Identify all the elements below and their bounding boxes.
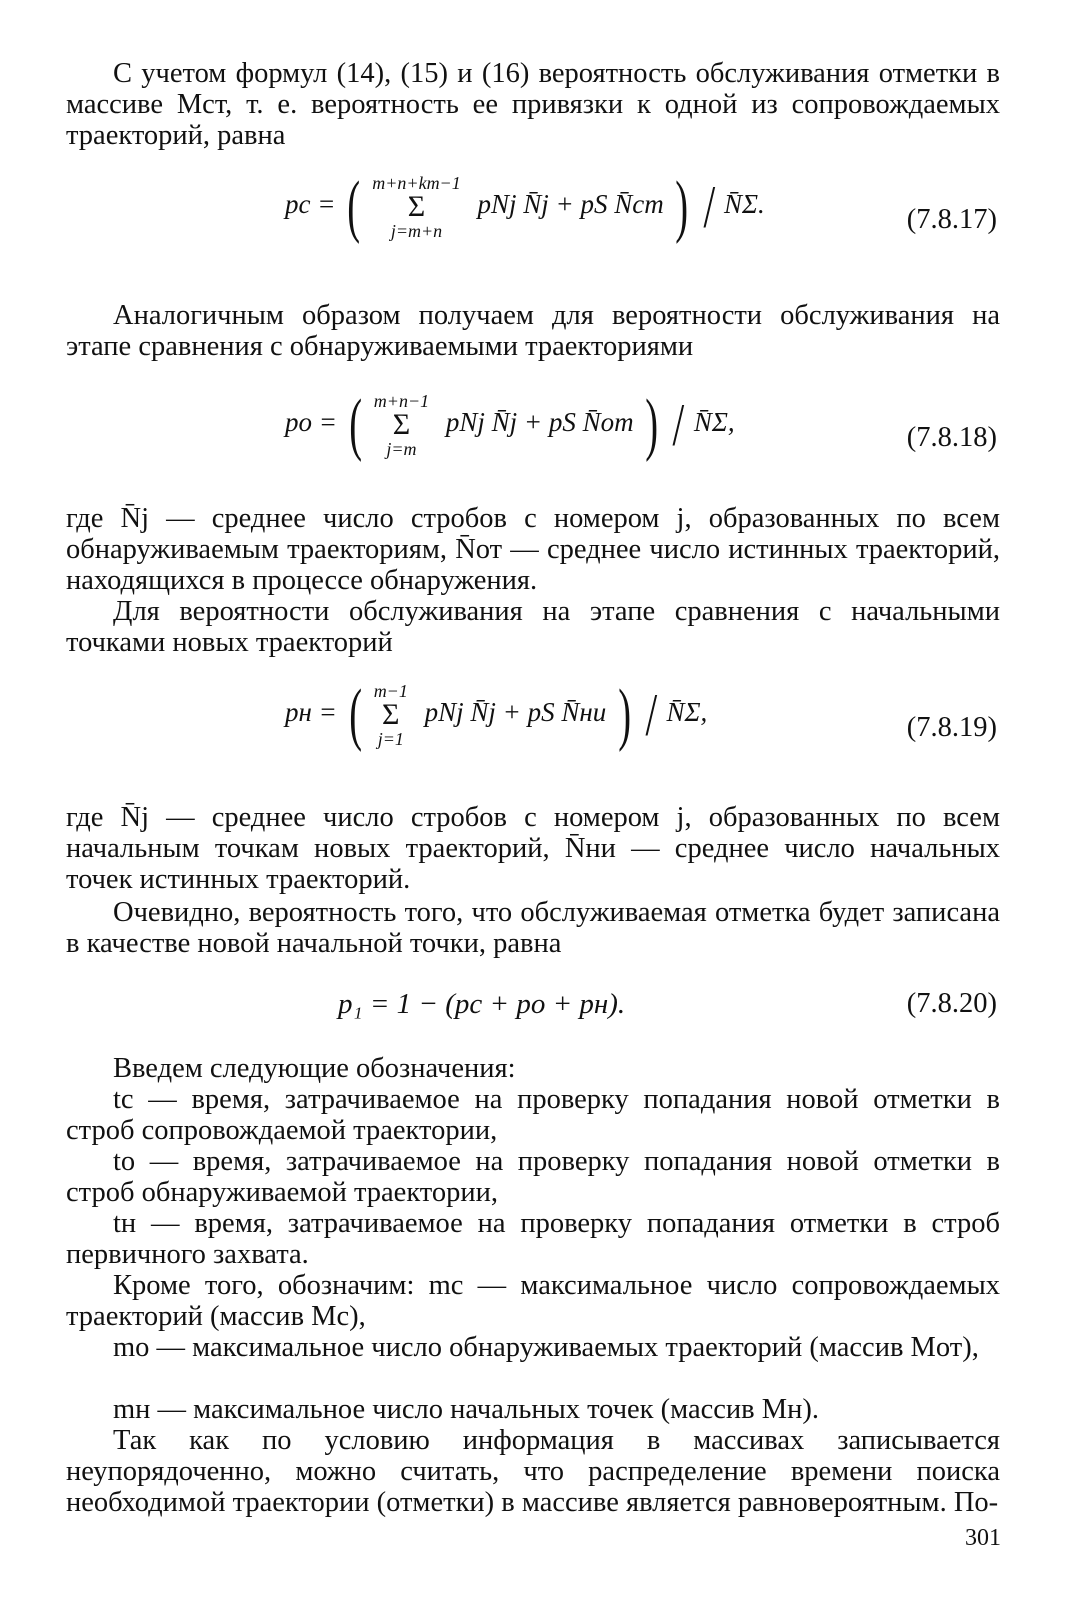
sum-operator: m−1 Σ j=1 [373, 681, 408, 749]
paragraph-since: Так как по условию информация в массивах записывается неупорядоченно, можно считать, что распределение времени поиска необходимой траектории (отметки) в массиве является равновероятным. По- [66, 1425, 1000, 1518]
formula-lhs: pс = [285, 189, 336, 220]
sum-upper-limit: m−1 [373, 681, 408, 701]
sum-lower-limit: j=m+n [390, 221, 443, 241]
sum-upper-limit: m+n+kт−1 [372, 173, 461, 193]
page-number: 301 [965, 1525, 1001, 1551]
equation-7-8-19 [0, 676, 1067, 776]
paragraph-obviously: Очевидно, вероятность того, что обслуживаемая отметка будет записана в качестве новой начальной точки, равна [66, 897, 1000, 959]
formula-denominator: N̄Σ, [666, 697, 708, 728]
paragraph-tn: tн — время, затрачиваемое на проверку попадания отметки в строб первичного захвата. [66, 1208, 1000, 1270]
sum-lower-limit: j=1 [377, 729, 404, 749]
paragraph-initial-points: Для вероятности обслуживания на этапе сравнения с начальными точками новых траекторий [66, 596, 1000, 658]
equation-7-8-18 [0, 386, 1067, 486]
paragraph-mn: mн — максимальное число начальных точек (массив Mн). [113, 1394, 819, 1425]
equation-number: (7.8.17) [906, 204, 997, 235]
formula-denominator: N̄Σ, [693, 407, 735, 438]
equation-number: (7.8.19) [906, 712, 997, 743]
formula-summand: pNj N̄j + pS N̄ни [424, 697, 607, 728]
equation-number: (7.8.18) [906, 422, 997, 453]
paragraph-mc: Кроме того, обозначим: mс — максимальное число сопровождаемых траекторий (массив Mс), [66, 1270, 1000, 1332]
sum-lower-limit: j=m [386, 439, 417, 459]
formula-denominator: N̄Σ. [723, 189, 765, 220]
sum-operator: m+n−1 Σ j=m [373, 391, 430, 459]
paragraph-tc: tс — время, затрачиваемое на проверку попадания новой отметки в строб сопровождаемой траектории, [66, 1084, 1000, 1146]
paragraph-intro: С учетом формул (14), (15) и (16) вероятность обслуживания отметки в массиве Mст, т. е. вероятность ее привязки к одной из сопровождаемых траекторий, равна [66, 58, 1000, 151]
sum-operator: m+n+kт−1 Σ j=m+n [372, 173, 461, 241]
paragraph-where-nj-2: где N̄j — среднее число стробов с номером j, образованных по всем начальным точкам новых траекторий, N̄ни — среднее число начальных точек истинных траекторий. [66, 802, 1000, 895]
sum-upper-limit: m+n−1 [373, 391, 430, 411]
equation-number: (7.8.20) [906, 988, 997, 1019]
paragraph-to: tо — время, затрачиваемое на проверку попадания новой отметки в строб обнаруживаемой траектории, [66, 1146, 1000, 1208]
paragraph-similarly: Аналогичным образом получаем для вероятности обслуживания на этапе сравнения с обнаруживаемыми траекториями [66, 300, 1000, 362]
paragraph-notation-intro: Введем следующие обозначения: [113, 1053, 516, 1084]
paragraph-mo: mо — максимальное число обнаруживаемых траекторий (массив Mот), [113, 1332, 979, 1363]
formula-body: pо = ( m+n−1 Σ j=m pNj N̄j + pS N̄от ) / N̄Σ, [285, 386, 735, 463]
formula-summand: pNj N̄j + pS N̄от [445, 407, 634, 438]
formula-summand: pNj N̄j + pS N̄ст [477, 189, 664, 220]
equation-7-8-17 [0, 168, 1067, 268]
paragraph-where-nj: где N̄j — среднее число стробов с номером j, образованных по всем обнаруживаемым траекториям, N̄от — среднее число истинных траекторий, находящихся в процессе обнаружения. [66, 503, 1000, 596]
formula-body: pн = ( m−1 Σ j=1 pNj N̄j + pS N̄ни ) / N̄Σ, [285, 676, 708, 753]
formula-lhs: pо = [285, 407, 337, 438]
formula-lhs: pн = [285, 697, 337, 728]
formula-body: pс = ( m+n+kт−1 Σ j=m+n pNj N̄j + pS N̄ст ) / N̄Σ. [285, 168, 765, 245]
formula-body: p₁ = 1 − (pс + pо + pн). [338, 988, 626, 1020]
